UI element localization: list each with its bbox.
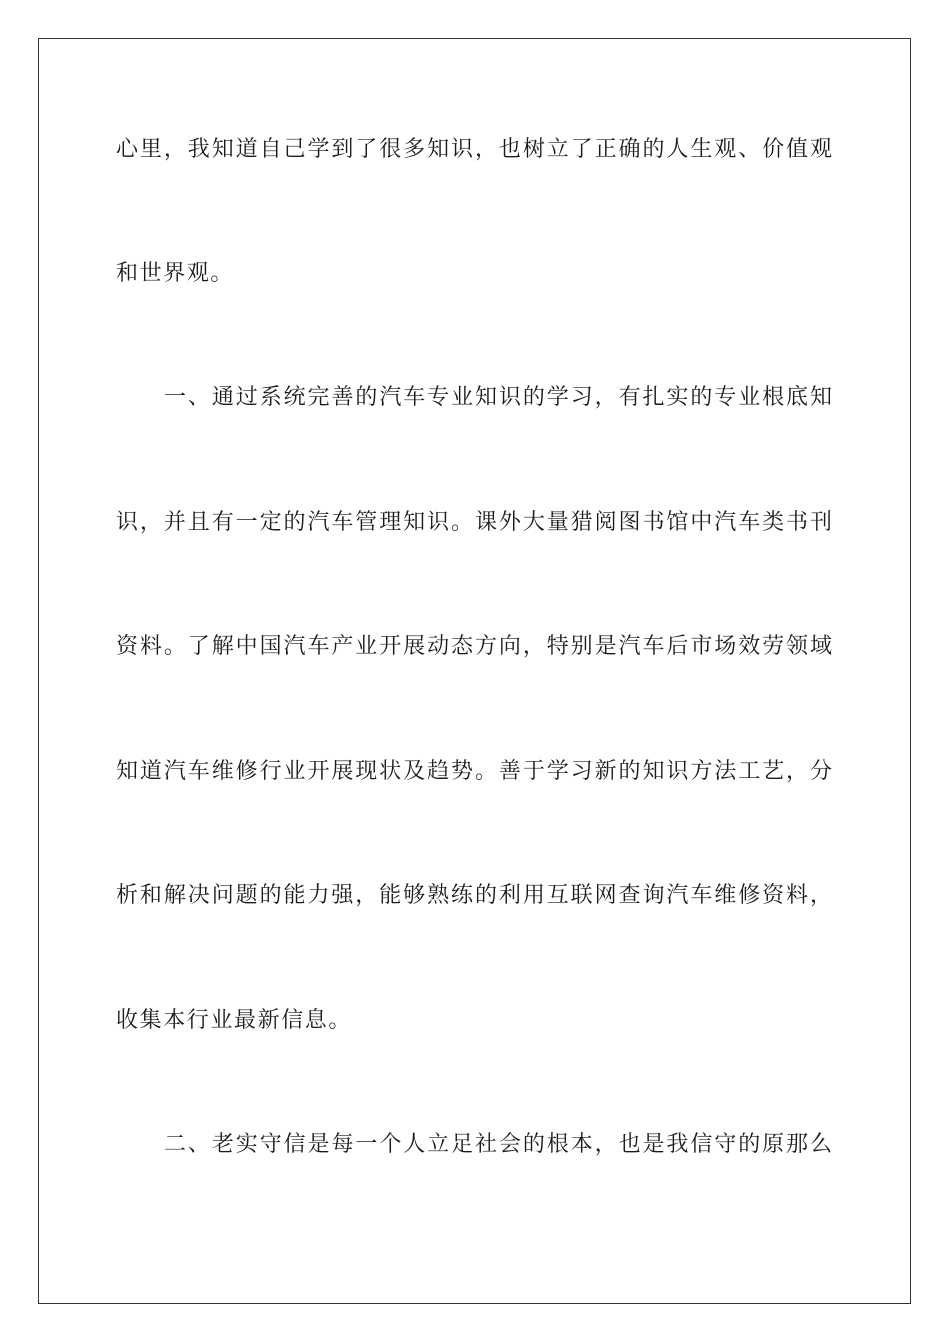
text-line: 资料。了解中国汽车产业开展动态方向，特别是汽车后市场效劳领域 (116, 634, 832, 659)
text-line: 析和解决问题的能力强，能够熟练的利用互联网查询汽车维修资料， (116, 883, 832, 908)
text-line: 心里，我知道自己学到了很多知识，也树立了正确的人生观、价值观 (116, 137, 832, 162)
text-line: 一、通过系统完善的汽车专业知识的学习，有扎实的专业根底知 (164, 385, 832, 410)
text-line: 二、老实守信是每一个人立足社会的根本，也是我信守的原那么 (164, 1132, 832, 1157)
text-line: 和世界观。 (116, 261, 235, 286)
page-border (38, 38, 911, 1304)
text-line: 收集本行业最新信息。 (116, 1008, 353, 1033)
text-line: 知道汽车维修行业开展现状及趋势。善于学习新的知识方法工艺，分 (116, 759, 832, 784)
text-line: 识，并且有一定的汽车管理知识。课外大量猎阅图书馆中汽车类书刊 (116, 510, 832, 535)
